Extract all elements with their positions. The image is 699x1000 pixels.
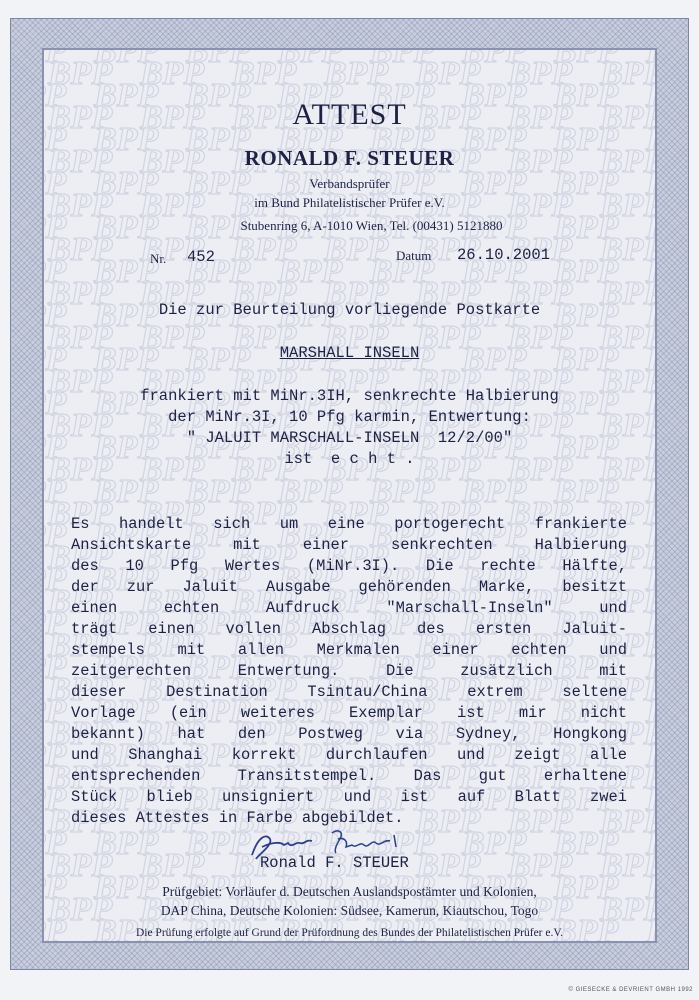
description-line: zeitgerechten Entwertung. Die zusätzlich mit — [71, 662, 627, 680]
description-line: Es handelt sich um eine portogerecht frankierte — [71, 515, 627, 533]
certificate-content — [44, 50, 655, 941]
certificate-title: ATTEST — [292, 98, 407, 131]
description-line: dieses Attestes in Farbe abgebildet. — [71, 809, 404, 827]
examiner-association: im Bund Philatelistischer Prüfer e.V. — [254, 195, 445, 210]
examiner-address: Stubenring 6, A-1010 Wien, Tel. (00431) 5121880 — [240, 218, 503, 233]
description-line: Stück blieb unsigniert und ist auf Blatt zwei — [71, 788, 627, 806]
datum-label: Datum — [396, 248, 432, 263]
statement-line-3: " JALUIT MARSCHALL-INSELN 12/2/00" — [186, 429, 513, 447]
examiner-role: Verbandsprüfer — [309, 176, 390, 191]
nr-value: 452 — [187, 248, 215, 266]
description-line: trägt einen vollen Abschlag des ersten Jaluit- — [71, 620, 627, 638]
description-line: des 10 Pfg Wertes (MiNr.3I). Die rechte Hälfte, — [71, 557, 627, 575]
description-line: der zur Jaluit Ausgabe gehörenden Marke, besitzt — [71, 578, 627, 596]
examiner-name: RONALD F. STEUER — [244, 146, 455, 170]
description-line: Ansichtskarte mit einer senkrechten Halbierung — [71, 536, 627, 554]
nr-label: Nr. — [150, 251, 167, 266]
description-line: Vorlage (ein weiteres Exemplar ist mir nicht — [71, 704, 627, 722]
statement-line-2: der MiNr.3I, 10 Pfg karmin, Entwertung: — [168, 408, 531, 426]
description-line: entsprechenden Transitstempel. Das gut erhaltene — [71, 767, 627, 785]
statement-subject: MARSHALL INSELN — [279, 344, 420, 362]
statement-line-1: frankiert mit MiNr.3IH, senkrechte Halbierung — [140, 387, 559, 405]
typed-signature: Ronald F. STEUER — [260, 854, 409, 872]
description-line: dieser Destination Tsintau/China extrem seltene — [71, 683, 627, 701]
description-line: und Shanghai korrekt durchlaufen und zeigt alle — [71, 746, 627, 764]
statement-intro: Die zur Beurteilung vorliegende Postkarte — [158, 301, 541, 319]
datum-value: 26.10.2001 — [457, 246, 551, 264]
prufgebiet-line-2: DAP China, Deutsche Kolonien: Südsee, Kamerun, Kiautschou, Togo — [160, 903, 539, 918]
description-line: einen echten Aufdruck "Marschall-Inseln" und — [71, 599, 627, 617]
footer-note: Die Prüfung erfolgte auf Grund der Prüfordnung des Bundes der Philatelistischen Prüfer e.V. — [135, 927, 564, 939]
certificate-panel — [42, 48, 657, 943]
prufgebiet-line-1: Prüfgebiet: Vorläufer d. Deutschen Auslandspostämter und Kolonien, — [162, 884, 537, 899]
description-line: bekannt) hat den Postweg via Sydney, Hongkong — [71, 725, 627, 743]
statement-verdict: ist e c h t . — [284, 450, 415, 468]
publisher-imprint: © GIESECKE & DEVRIENT GMBH 1992 — [568, 987, 693, 993]
description-line: stempels mit allen Merkmalen einer echten und — [71, 641, 627, 659]
